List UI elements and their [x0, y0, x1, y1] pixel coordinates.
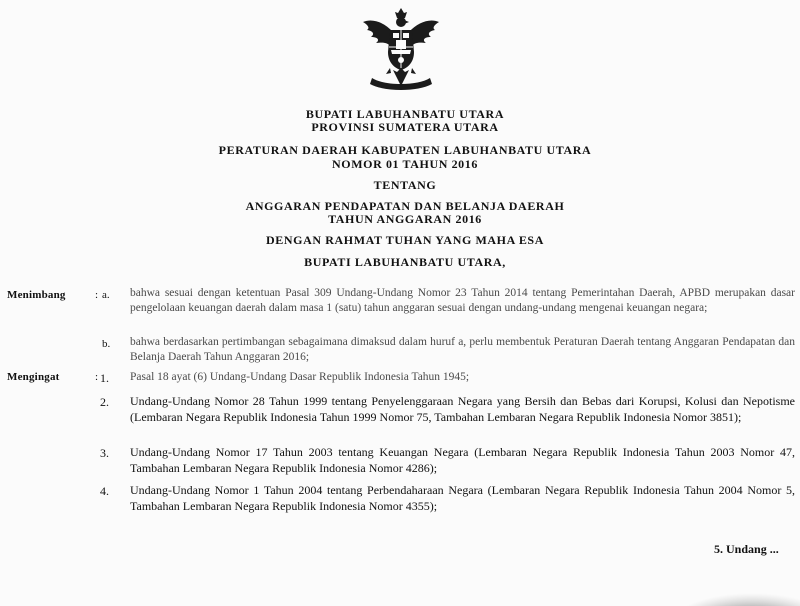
- subject-line-1: ANGGARAN PENDAPATAN DAN BELANJA DAERAH: [245, 199, 565, 213]
- menimbang-marker-b: b.: [102, 338, 111, 350]
- mengingat-marker-4: 4.: [100, 484, 109, 498]
- province-title: PROVINSI SUMATERA UTARA: [311, 120, 499, 134]
- garuda-emblem-icon: [360, 2, 442, 96]
- mengingat-marker-3: 3.: [100, 446, 109, 460]
- menimbang-colon: :: [95, 289, 99, 301]
- mengingat-item-1: Pasal 18 ayat (6) Undang-Undang Dasar Republik Indonesia Tahun 1945;: [130, 371, 470, 383]
- menimbang-label: Menimbang: [7, 289, 66, 301]
- mengingat-marker-2: 2.: [100, 395, 109, 409]
- mengingat-item-3: Undang-Undang Nomor 17 Tahun 2003 tentang Keuangan Negara (Lembaran Negara Republik Indonesia Tahun 2003 Nomor 47, Tambahan Lembaran Negara Republik Indonesia Nomor 4286);: [130, 445, 795, 475]
- next-page-continuation: 5. Undang ...: [714, 542, 779, 556]
- issuer-line: BUPATI LABUHANBATU UTARA,: [304, 255, 506, 269]
- mengingat-item-2: Undang-Undang Nomor 28 Tahun 1999 tentang Penyelenggaraan Negara yang Bersih dan Bebas dari Korupsi, Kolusi dan Nepotisme (Lembaran Negara Republik Indonesia Tahun 1999 Nomor 75, Tambahan Lembaran Negara Republik Indonesia Nomor 3851);: [130, 394, 795, 424]
- regulation-title: PERATURAN DAERAH KABUPATEN LABUHANBATU UTARA: [218, 143, 592, 157]
- mengingat-label: Mengingat: [7, 371, 60, 383]
- menimbang-item-a: bahwa sesuai dengan ketentuan Pasal 309 Undang-Undang Nomor 23 Tahun 2014 tentang Pemerintahan Daerah, APBD merupakan dasar pengelolaan keuangan daerah dalam masa 1 (satu) tahun anggaran sesuai dengan undang-undang mengenai keuangan negara;: [130, 287, 795, 314]
- regent-title: BUPATI LABUHANBATU UTARA: [305, 107, 505, 121]
- mengingat-item-4: Undang-Undang Nomor 1 Tahun 2004 tentang Perbendaharaan Negara (Lembaran Negara Republik Indonesia Tahun 2004 Nomor 5, Tambahan Lembaran Negara Republik Indonesia Nomor 4355);: [130, 483, 795, 513]
- subject-line-2: TAHUN ANGGARAN 2016: [328, 212, 482, 226]
- mengingat-marker-1: 1.: [100, 371, 109, 385]
- grace-line: DENGAN RAHMAT TUHAN YANG MAHA ESA: [266, 233, 544, 247]
- menimbang-item-b: bahwa berdasarkan pertimbangan sebagaimana dimaksud dalam huruf a, perlu membentuk Peraturan Daerah tentang Anggaran Pendapatan dan Belanja Daerah Tahun Anggaran 2016;: [130, 336, 795, 363]
- about-heading: TENTANG: [373, 178, 437, 192]
- menimbang-marker-a: a.: [102, 289, 110, 301]
- mengingat-colon: :: [95, 371, 99, 383]
- scan-smudge-icon: [680, 568, 800, 606]
- regulation-number: NOMOR 01 TAHUN 2016: [332, 157, 478, 171]
